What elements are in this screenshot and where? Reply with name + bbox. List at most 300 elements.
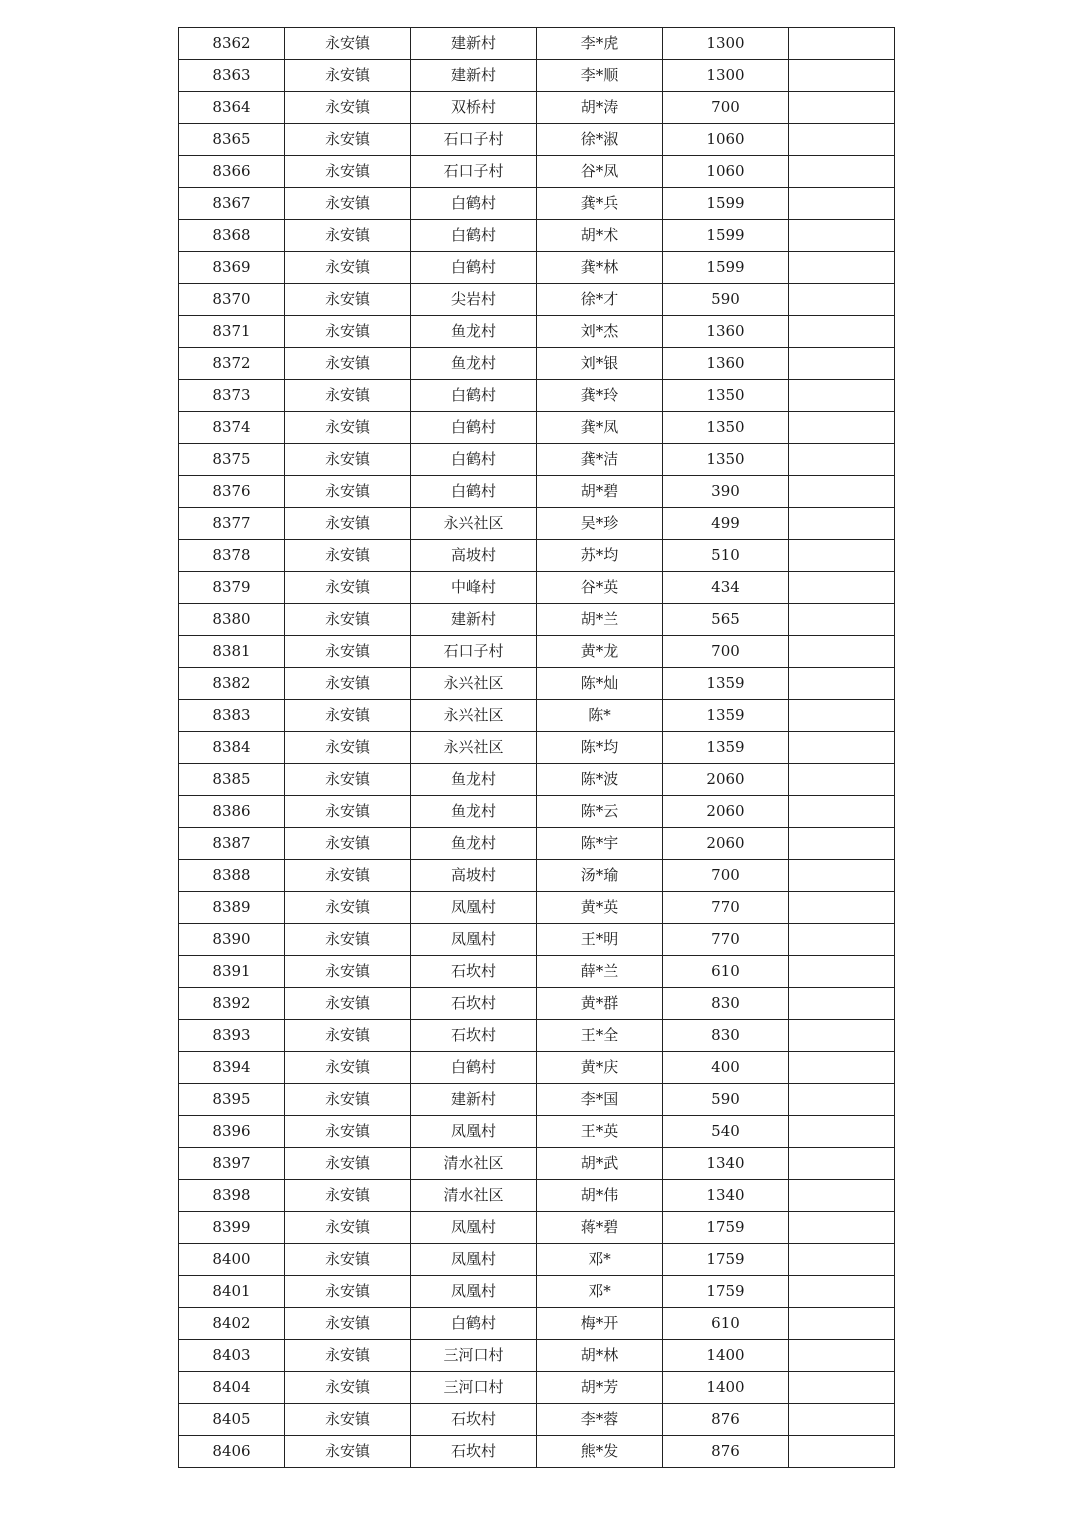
- seq-cell: 8382: [179, 668, 285, 700]
- note-cell: [789, 572, 895, 604]
- name-cell: 薛*兰: [537, 956, 663, 988]
- amount-cell: 2060: [663, 764, 789, 796]
- amount-cell: 510: [663, 540, 789, 572]
- town-cell: 永安镇: [285, 508, 411, 540]
- table-row: [179, 1020, 895, 1052]
- table-row: [179, 444, 895, 476]
- town-cell: 永安镇: [285, 1308, 411, 1340]
- village-cell: 石口子村: [411, 636, 537, 668]
- note-cell: [789, 1308, 895, 1340]
- village-cell: 石坎村: [411, 1020, 537, 1052]
- amount-cell: 1359: [663, 732, 789, 764]
- amount-cell: 2060: [663, 796, 789, 828]
- note-cell: [789, 252, 895, 284]
- town-cell: 永安镇: [285, 860, 411, 892]
- note-cell: [789, 1340, 895, 1372]
- town-cell: 永安镇: [285, 828, 411, 860]
- name-cell: 龚*玲: [537, 380, 663, 412]
- village-cell: 凤凰村: [411, 1116, 537, 1148]
- village-cell: 清水社区: [411, 1180, 537, 1212]
- seq-cell: 8383: [179, 700, 285, 732]
- town-cell: 永安镇: [285, 988, 411, 1020]
- note-cell: [789, 732, 895, 764]
- town-cell: 永安镇: [285, 284, 411, 316]
- town-cell: 永安镇: [285, 892, 411, 924]
- seq-cell: 8395: [179, 1084, 285, 1116]
- village-cell: 永兴社区: [411, 700, 537, 732]
- name-cell: 胡*林: [537, 1340, 663, 1372]
- amount-cell: 1350: [663, 380, 789, 412]
- amount-cell: 1060: [663, 124, 789, 156]
- village-cell: 石坎村: [411, 956, 537, 988]
- name-cell: 胡*兰: [537, 604, 663, 636]
- name-cell: 胡*术: [537, 220, 663, 252]
- note-cell: [789, 28, 895, 60]
- seq-cell: 8394: [179, 1052, 285, 1084]
- village-cell: 白鹤村: [411, 444, 537, 476]
- village-cell: 永兴社区: [411, 668, 537, 700]
- seq-cell: 8375: [179, 444, 285, 476]
- seq-cell: 8370: [179, 284, 285, 316]
- name-cell: 黄*群: [537, 988, 663, 1020]
- town-cell: 永安镇: [285, 1436, 411, 1468]
- name-cell: 李*顺: [537, 60, 663, 92]
- village-cell: 三河口村: [411, 1372, 537, 1404]
- table-row: [179, 252, 895, 284]
- amount-cell: 565: [663, 604, 789, 636]
- table-row: [179, 668, 895, 700]
- town-cell: 永安镇: [285, 156, 411, 188]
- seq-cell: 8381: [179, 636, 285, 668]
- amount-cell: 1359: [663, 668, 789, 700]
- town-cell: 永安镇: [285, 28, 411, 60]
- table-row: [179, 732, 895, 764]
- village-cell: 白鹤村: [411, 380, 537, 412]
- town-cell: 永安镇: [285, 636, 411, 668]
- name-cell: 黄*龙: [537, 636, 663, 668]
- table-row: [179, 1244, 895, 1276]
- seq-cell: 8390: [179, 924, 285, 956]
- note-cell: [789, 892, 895, 924]
- village-cell: 鱼龙村: [411, 764, 537, 796]
- note-cell: [789, 1020, 895, 1052]
- village-cell: 白鹤村: [411, 476, 537, 508]
- seq-cell: 8364: [179, 92, 285, 124]
- village-cell: 白鹤村: [411, 252, 537, 284]
- name-cell: 王*明: [537, 924, 663, 956]
- town-cell: 永安镇: [285, 668, 411, 700]
- amount-cell: 590: [663, 284, 789, 316]
- seq-cell: 8388: [179, 860, 285, 892]
- seq-cell: 8384: [179, 732, 285, 764]
- amount-cell: 1360: [663, 316, 789, 348]
- amount-cell: 770: [663, 892, 789, 924]
- amount-cell: 610: [663, 1308, 789, 1340]
- village-cell: 建新村: [411, 1084, 537, 1116]
- town-cell: 永安镇: [285, 1052, 411, 1084]
- name-cell: 熊*发: [537, 1436, 663, 1468]
- village-cell: 石口子村: [411, 156, 537, 188]
- town-cell: 永安镇: [285, 732, 411, 764]
- name-cell: 苏*均: [537, 540, 663, 572]
- table-row: [179, 796, 895, 828]
- town-cell: 永安镇: [285, 540, 411, 572]
- amount-cell: 876: [663, 1436, 789, 1468]
- name-cell: 胡*涛: [537, 92, 663, 124]
- town-cell: 永安镇: [285, 956, 411, 988]
- village-cell: 石坎村: [411, 988, 537, 1020]
- note-cell: [789, 1436, 895, 1468]
- amount-cell: 1400: [663, 1372, 789, 1404]
- table-row: [179, 1340, 895, 1372]
- table-row: [179, 124, 895, 156]
- village-cell: 建新村: [411, 28, 537, 60]
- amount-cell: 830: [663, 1020, 789, 1052]
- village-cell: 白鹤村: [411, 1052, 537, 1084]
- note-cell: [789, 348, 895, 380]
- seq-cell: 8365: [179, 124, 285, 156]
- town-cell: 永安镇: [285, 252, 411, 284]
- seq-cell: 8387: [179, 828, 285, 860]
- name-cell: 黄*庆: [537, 1052, 663, 1084]
- village-cell: 鱼龙村: [411, 348, 537, 380]
- amount-cell: 1759: [663, 1244, 789, 1276]
- note-cell: [789, 508, 895, 540]
- table-row: [179, 380, 895, 412]
- note-cell: [789, 796, 895, 828]
- amount-cell: 499: [663, 508, 789, 540]
- seq-cell: 8377: [179, 508, 285, 540]
- note-cell: [789, 860, 895, 892]
- town-cell: 永安镇: [285, 348, 411, 380]
- amount-cell: 1359: [663, 700, 789, 732]
- note-cell: [789, 156, 895, 188]
- town-cell: 永安镇: [285, 444, 411, 476]
- village-cell: 白鹤村: [411, 220, 537, 252]
- table-row: [179, 700, 895, 732]
- name-cell: 蒋*碧: [537, 1212, 663, 1244]
- name-cell: 梅*开: [537, 1308, 663, 1340]
- name-cell: 徐*才: [537, 284, 663, 316]
- seq-cell: 8404: [179, 1372, 285, 1404]
- note-cell: [789, 444, 895, 476]
- amount-cell: 1340: [663, 1180, 789, 1212]
- note-cell: [789, 220, 895, 252]
- note-cell: [789, 60, 895, 92]
- table-row: [179, 1276, 895, 1308]
- note-cell: [789, 828, 895, 860]
- amount-cell: 590: [663, 1084, 789, 1116]
- town-cell: 永安镇: [285, 796, 411, 828]
- name-cell: 刘*银: [537, 348, 663, 380]
- note-cell: [789, 988, 895, 1020]
- seq-cell: 8372: [179, 348, 285, 380]
- amount-cell: 1360: [663, 348, 789, 380]
- name-cell: 谷*英: [537, 572, 663, 604]
- note-cell: [789, 1084, 895, 1116]
- table-row: [179, 540, 895, 572]
- name-cell: 刘*杰: [537, 316, 663, 348]
- name-cell: 陈*波: [537, 764, 663, 796]
- note-cell: [789, 1180, 895, 1212]
- amount-cell: 770: [663, 924, 789, 956]
- seq-cell: 8403: [179, 1340, 285, 1372]
- amount-cell: 1599: [663, 252, 789, 284]
- note-cell: [789, 636, 895, 668]
- town-cell: 永安镇: [285, 1084, 411, 1116]
- name-cell: 胡*碧: [537, 476, 663, 508]
- roster-table: [178, 27, 895, 1468]
- village-cell: 高坡村: [411, 860, 537, 892]
- amount-cell: 1350: [663, 412, 789, 444]
- table-row: [179, 860, 895, 892]
- seq-cell: 8400: [179, 1244, 285, 1276]
- amount-cell: 390: [663, 476, 789, 508]
- note-cell: [789, 1244, 895, 1276]
- seq-cell: 8406: [179, 1436, 285, 1468]
- note-cell: [789, 540, 895, 572]
- table-row: [179, 1084, 895, 1116]
- seq-cell: 8397: [179, 1148, 285, 1180]
- note-cell: [789, 764, 895, 796]
- name-cell: 陈*云: [537, 796, 663, 828]
- table-row: [179, 636, 895, 668]
- village-cell: 鱼龙村: [411, 316, 537, 348]
- amount-cell: 1300: [663, 60, 789, 92]
- table-row: [179, 92, 895, 124]
- town-cell: 永安镇: [285, 924, 411, 956]
- table-row: [179, 156, 895, 188]
- seq-cell: 8366: [179, 156, 285, 188]
- amount-cell: 700: [663, 860, 789, 892]
- name-cell: 陈*灿: [537, 668, 663, 700]
- table-row: [179, 220, 895, 252]
- table-row: [179, 1148, 895, 1180]
- amount-cell: 700: [663, 636, 789, 668]
- table-row: [179, 764, 895, 796]
- note-cell: [789, 1372, 895, 1404]
- town-cell: 永安镇: [285, 604, 411, 636]
- amount-cell: 1400: [663, 1340, 789, 1372]
- seq-cell: 8362: [179, 28, 285, 60]
- town-cell: 永安镇: [285, 92, 411, 124]
- seq-cell: 8386: [179, 796, 285, 828]
- seq-cell: 8401: [179, 1276, 285, 1308]
- name-cell: 吴*珍: [537, 508, 663, 540]
- table-row: [179, 476, 895, 508]
- name-cell: 胡*芳: [537, 1372, 663, 1404]
- table-row: [179, 1436, 895, 1468]
- table-row: [179, 412, 895, 444]
- amount-cell: 610: [663, 956, 789, 988]
- seq-cell: 8392: [179, 988, 285, 1020]
- village-cell: 尖岩村: [411, 284, 537, 316]
- note-cell: [789, 668, 895, 700]
- seq-cell: 8399: [179, 1212, 285, 1244]
- note-cell: [789, 924, 895, 956]
- seq-cell: 8389: [179, 892, 285, 924]
- note-cell: [789, 316, 895, 348]
- note-cell: [789, 412, 895, 444]
- village-cell: 鱼龙村: [411, 796, 537, 828]
- name-cell: 谷*凤: [537, 156, 663, 188]
- name-cell: 龚*林: [537, 252, 663, 284]
- amount-cell: 1599: [663, 220, 789, 252]
- village-cell: 高坡村: [411, 540, 537, 572]
- village-cell: 白鹤村: [411, 412, 537, 444]
- village-cell: 鱼龙村: [411, 828, 537, 860]
- amount-cell: 400: [663, 1052, 789, 1084]
- town-cell: 永安镇: [285, 1276, 411, 1308]
- table-row: [179, 892, 895, 924]
- town-cell: 永安镇: [285, 1180, 411, 1212]
- table-row: [179, 1116, 895, 1148]
- seq-cell: 8368: [179, 220, 285, 252]
- table-row: [179, 508, 895, 540]
- seq-cell: 8369: [179, 252, 285, 284]
- note-cell: [789, 1404, 895, 1436]
- seq-cell: 8380: [179, 604, 285, 636]
- name-cell: 黄*英: [537, 892, 663, 924]
- amount-cell: 1759: [663, 1276, 789, 1308]
- note-cell: [789, 1276, 895, 1308]
- village-cell: 双桥村: [411, 92, 537, 124]
- town-cell: 永安镇: [285, 476, 411, 508]
- seq-cell: 8379: [179, 572, 285, 604]
- seq-cell: 8374: [179, 412, 285, 444]
- note-cell: [789, 92, 895, 124]
- name-cell: 王*全: [537, 1020, 663, 1052]
- table-row: [179, 28, 895, 60]
- amount-cell: 2060: [663, 828, 789, 860]
- note-cell: [789, 956, 895, 988]
- name-cell: 汤*瑜: [537, 860, 663, 892]
- town-cell: 永安镇: [285, 1212, 411, 1244]
- seq-cell: 8376: [179, 476, 285, 508]
- name-cell: 胡*武: [537, 1148, 663, 1180]
- table-row: [179, 604, 895, 636]
- village-cell: 石口子村: [411, 124, 537, 156]
- seq-cell: 8367: [179, 188, 285, 220]
- name-cell: 胡*伟: [537, 1180, 663, 1212]
- amount-cell: 876: [663, 1404, 789, 1436]
- name-cell: 龚*洁: [537, 444, 663, 476]
- amount-cell: 540: [663, 1116, 789, 1148]
- note-cell: [789, 380, 895, 412]
- village-cell: 石坎村: [411, 1436, 537, 1468]
- village-cell: 凤凰村: [411, 1212, 537, 1244]
- town-cell: 永安镇: [285, 1372, 411, 1404]
- table-row: [179, 284, 895, 316]
- village-cell: 建新村: [411, 60, 537, 92]
- town-cell: 永安镇: [285, 1244, 411, 1276]
- town-cell: 永安镇: [285, 220, 411, 252]
- seq-cell: 8402: [179, 1308, 285, 1340]
- town-cell: 永安镇: [285, 188, 411, 220]
- name-cell: 陈*均: [537, 732, 663, 764]
- village-cell: 凤凰村: [411, 892, 537, 924]
- table-row: [179, 60, 895, 92]
- town-cell: 永安镇: [285, 1148, 411, 1180]
- table-row: [179, 1404, 895, 1436]
- town-cell: 永安镇: [285, 1340, 411, 1372]
- note-cell: [789, 188, 895, 220]
- name-cell: 龚*凤: [537, 412, 663, 444]
- name-cell: 王*英: [537, 1116, 663, 1148]
- village-cell: 永兴社区: [411, 732, 537, 764]
- name-cell: 陈*: [537, 700, 663, 732]
- note-cell: [789, 476, 895, 508]
- table-row: [179, 1052, 895, 1084]
- table-row: [179, 1308, 895, 1340]
- note-cell: [789, 1116, 895, 1148]
- village-cell: 建新村: [411, 604, 537, 636]
- seq-cell: 8393: [179, 1020, 285, 1052]
- seq-cell: 8405: [179, 1404, 285, 1436]
- amount-cell: 1350: [663, 444, 789, 476]
- note-cell: [789, 1148, 895, 1180]
- roster-table-body: [179, 28, 895, 1468]
- table-row: [179, 572, 895, 604]
- amount-cell: 830: [663, 988, 789, 1020]
- seq-cell: 8398: [179, 1180, 285, 1212]
- name-cell: 邓*: [537, 1244, 663, 1276]
- table-row: [179, 828, 895, 860]
- note-cell: [789, 1212, 895, 1244]
- note-cell: [789, 1052, 895, 1084]
- village-cell: 白鹤村: [411, 1308, 537, 1340]
- note-cell: [789, 604, 895, 636]
- amount-cell: 1300: [663, 28, 789, 60]
- table-row: [179, 1372, 895, 1404]
- table-row: [179, 1212, 895, 1244]
- seq-cell: 8378: [179, 540, 285, 572]
- village-cell: 三河口村: [411, 1340, 537, 1372]
- village-cell: 白鹤村: [411, 188, 537, 220]
- name-cell: 陈*宇: [537, 828, 663, 860]
- seq-cell: 8371: [179, 316, 285, 348]
- seq-cell: 8385: [179, 764, 285, 796]
- note-cell: [789, 124, 895, 156]
- town-cell: 永安镇: [285, 412, 411, 444]
- name-cell: 李*虎: [537, 28, 663, 60]
- seq-cell: 8391: [179, 956, 285, 988]
- village-cell: 凤凰村: [411, 1244, 537, 1276]
- seq-cell: 8396: [179, 1116, 285, 1148]
- village-cell: 清水社区: [411, 1148, 537, 1180]
- seq-cell: 8373: [179, 380, 285, 412]
- town-cell: 永安镇: [285, 1404, 411, 1436]
- table-row: [179, 1180, 895, 1212]
- town-cell: 永安镇: [285, 1116, 411, 1148]
- town-cell: 永安镇: [285, 124, 411, 156]
- name-cell: 龚*兵: [537, 188, 663, 220]
- table-row: [179, 188, 895, 220]
- village-cell: 永兴社区: [411, 508, 537, 540]
- name-cell: 李*蓉: [537, 1404, 663, 1436]
- seq-cell: 8363: [179, 60, 285, 92]
- town-cell: 永安镇: [285, 316, 411, 348]
- name-cell: 邓*: [537, 1276, 663, 1308]
- table-row: [179, 924, 895, 956]
- table-row: [179, 316, 895, 348]
- amount-cell: 700: [663, 92, 789, 124]
- name-cell: 徐*淑: [537, 124, 663, 156]
- town-cell: 永安镇: [285, 60, 411, 92]
- village-cell: 凤凰村: [411, 1276, 537, 1308]
- town-cell: 永安镇: [285, 572, 411, 604]
- town-cell: 永安镇: [285, 380, 411, 412]
